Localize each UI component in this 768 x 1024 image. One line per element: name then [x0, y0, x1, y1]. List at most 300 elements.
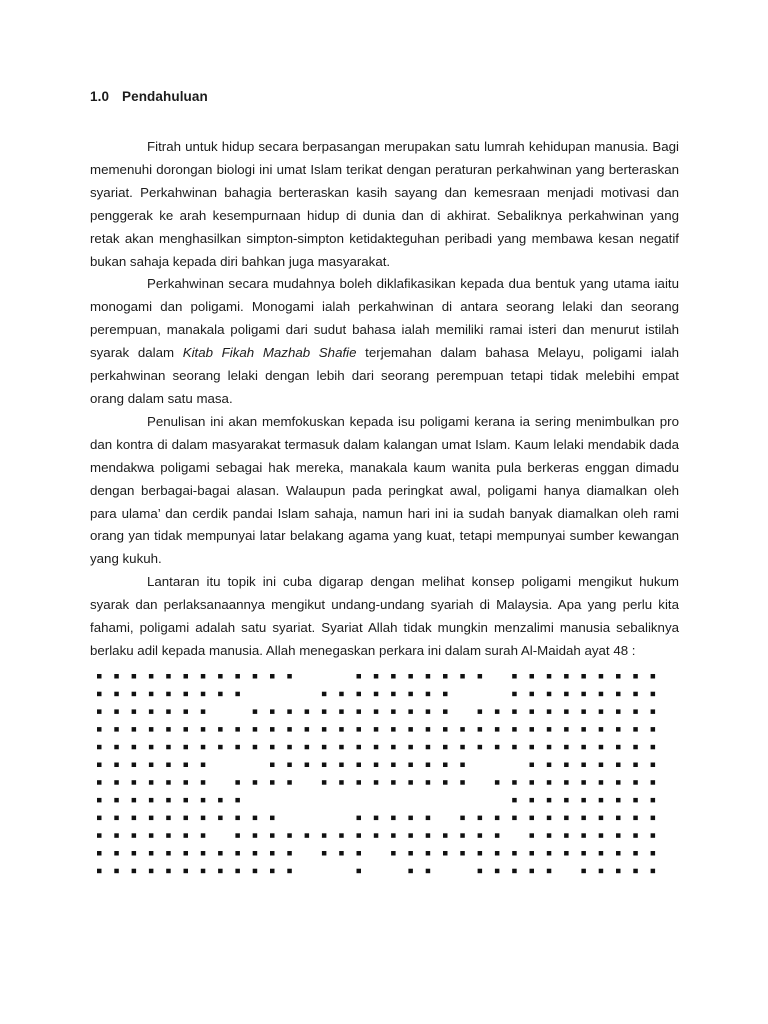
missing-glyph-box — [581, 780, 586, 785]
missing-glyph-box — [616, 851, 621, 856]
missing-glyph-box — [512, 674, 517, 679]
missing-glyph-box — [512, 709, 517, 714]
missing-glyph-box — [201, 674, 206, 679]
missing-glyph-box — [357, 727, 362, 732]
missing-glyph-box — [408, 833, 413, 838]
missing-glyph-box — [184, 780, 189, 785]
missing-glyph-box — [184, 674, 189, 679]
missing-glyph-box — [408, 816, 413, 821]
missing-glyph-box — [149, 780, 154, 785]
missing-glyph-box — [408, 869, 413, 874]
missing-glyph-box — [166, 674, 171, 679]
missing-glyph-box — [564, 709, 569, 714]
missing-glyph-box — [201, 869, 206, 874]
missing-glyph-box — [184, 709, 189, 714]
missing-glyph-box — [201, 780, 206, 785]
missing-glyph-box — [97, 816, 102, 821]
missing-glyph-box — [651, 798, 656, 803]
missing-glyph-box — [374, 674, 379, 679]
missing-glyph-box — [235, 833, 240, 838]
missing-glyph-box — [253, 851, 258, 856]
missing-glyph-box — [512, 692, 517, 697]
missing-glyph-box — [218, 745, 223, 750]
section-number: 1.0 — [90, 89, 110, 104]
missing-glyph-box — [184, 869, 189, 874]
missing-glyph-box — [132, 745, 137, 750]
missing-glyph-box — [495, 816, 500, 821]
missing-glyph-box — [478, 709, 483, 714]
missing-glyph-box — [97, 780, 102, 785]
missing-glyph-box — [581, 851, 586, 856]
missing-glyph-box — [235, 869, 240, 874]
missing-glyph-box — [270, 869, 275, 874]
missing-glyph-box — [547, 833, 552, 838]
missing-glyph-box — [530, 780, 535, 785]
book-title: Kitab Fikah Mazhab Shafie — [182, 345, 357, 361]
missing-glyph-box — [114, 745, 119, 750]
missing-glyph-box — [132, 692, 137, 697]
missing-glyph-box — [322, 833, 327, 838]
missing-glyph-box — [132, 674, 137, 679]
missing-glyph-box — [149, 798, 154, 803]
missing-glyph-box — [305, 709, 310, 714]
missing-glyph-box — [357, 692, 362, 697]
missing-glyph-box — [235, 780, 240, 785]
paragraph-2-end: terjemahan dalam bahasa Melayu, poligami ialah perkahwinan seorang lelaki dengan lebih dari seorang perempuan tetapi tidak melebihi empat orang dalam satu masa. — [90, 345, 679, 406]
missing-glyph-box — [564, 816, 569, 821]
missing-glyph-box — [581, 763, 586, 768]
missing-glyph-box — [633, 851, 638, 856]
missing-glyph-box — [460, 833, 465, 838]
missing-glyph-box — [443, 780, 448, 785]
missing-glyph-box — [97, 851, 102, 856]
missing-glyph-box — [408, 780, 413, 785]
missing-glyph-box — [149, 763, 154, 768]
missing-glyph-box — [357, 851, 362, 856]
missing-glyph-box — [201, 745, 206, 750]
missing-glyph-box — [322, 709, 327, 714]
missing-glyph-box — [599, 709, 604, 714]
missing-glyph-box — [339, 727, 344, 732]
missing-glyph-box — [339, 709, 344, 714]
missing-glyph-box — [184, 745, 189, 750]
missing-glyph-box — [287, 727, 292, 732]
missing-glyph-box — [184, 798, 189, 803]
missing-glyph-box — [391, 727, 396, 732]
missing-glyph-box — [616, 763, 621, 768]
missing-glyph-box — [97, 709, 102, 714]
missing-glyph-box — [581, 692, 586, 697]
missing-glyph-box — [114, 692, 119, 697]
missing-glyph-box — [322, 745, 327, 750]
missing-glyph-box — [391, 851, 396, 856]
missing-glyph-box — [97, 798, 102, 803]
missing-glyph-box — [426, 763, 431, 768]
missing-glyph-box — [495, 869, 500, 874]
section-title: Pendahuluan — [122, 89, 208, 104]
missing-glyph-box — [235, 745, 240, 750]
missing-glyph-box — [599, 780, 604, 785]
missing-glyph-box — [305, 763, 310, 768]
missing-glyph-box — [201, 851, 206, 856]
missing-glyph-box — [547, 780, 552, 785]
missing-glyph-box — [218, 851, 223, 856]
missing-glyph-box — [564, 851, 569, 856]
missing-glyph-box — [460, 745, 465, 750]
missing-glyph-box — [235, 798, 240, 803]
missing-glyph-box — [132, 763, 137, 768]
missing-glyph-box — [270, 833, 275, 838]
missing-glyph-box — [149, 851, 154, 856]
missing-glyph-box — [132, 727, 137, 732]
missing-glyph-box — [599, 816, 604, 821]
missing-glyph-box — [391, 833, 396, 838]
missing-glyph-box — [599, 869, 604, 874]
missing-glyph-box — [391, 709, 396, 714]
missing-glyph-box — [564, 833, 569, 838]
missing-glyph-box — [149, 833, 154, 838]
missing-glyph-box — [114, 709, 119, 714]
missing-glyph-box — [270, 851, 275, 856]
missing-glyph-box — [132, 780, 137, 785]
missing-glyph-box — [581, 816, 586, 821]
missing-glyph-box — [357, 780, 362, 785]
missing-glyph-box — [339, 745, 344, 750]
missing-glyph-box — [512, 869, 517, 874]
missing-glyph-box — [270, 780, 275, 785]
missing-glyph-box — [530, 851, 535, 856]
missing-glyph-box — [512, 780, 517, 785]
missing-glyph-box — [374, 833, 379, 838]
missing-glyph-box — [218, 674, 223, 679]
missing-glyph-box — [651, 763, 656, 768]
missing-glyph-box — [581, 833, 586, 838]
missing-glyph-box — [201, 798, 206, 803]
missing-glyph-box — [530, 833, 535, 838]
missing-glyph-box — [114, 763, 119, 768]
missing-glyph-box — [564, 745, 569, 750]
missing-glyph-box — [97, 869, 102, 874]
missing-glyph-box — [235, 816, 240, 821]
missing-glyph-box — [495, 727, 500, 732]
missing-glyph-box — [201, 833, 206, 838]
missing-glyph-box — [633, 674, 638, 679]
missing-glyph-box — [478, 869, 483, 874]
missing-glyph-box — [408, 709, 413, 714]
missing-glyph-box — [633, 709, 638, 714]
missing-glyph-box — [426, 869, 431, 874]
missing-glyph-box — [530, 692, 535, 697]
missing-glyph-box — [651, 833, 656, 838]
missing-glyph-box — [218, 816, 223, 821]
missing-glyph-box — [616, 869, 621, 874]
missing-glyph-box — [339, 763, 344, 768]
paragraph-4: Lantaran itu topik ini cuba digarap dengan melihat konsep poligami mengikut hukum syarak dan perlaksanaannya mengikut undang-undang syariah di Malaysia. Apa yang perlu kita fahami, poligami adalah satu syariat. Syariat Allah tidak mungkin menzalimi manusia sebaliknya berlaku adil kepada manusia. Allah menegaskan perkara ini dalam surah Al-Maidah ayat 48 : — [90, 574, 679, 658]
missing-glyph-box — [408, 727, 413, 732]
missing-glyph-box — [512, 798, 517, 803]
missing-glyph-box — [132, 816, 137, 821]
missing-glyph-box — [581, 798, 586, 803]
missing-glyph-box — [478, 833, 483, 838]
missing-glyph-box — [564, 780, 569, 785]
missing-glyph-box — [564, 692, 569, 697]
missing-glyph-box — [235, 851, 240, 856]
missing-glyph-box — [426, 780, 431, 785]
missing-glyph-box — [374, 709, 379, 714]
missing-glyph-box — [426, 816, 431, 821]
missing-glyph-box — [322, 780, 327, 785]
missing-glyph-box — [305, 745, 310, 750]
missing-glyph-box — [599, 692, 604, 697]
missing-glyph-box — [287, 869, 292, 874]
missing-glyph-box — [478, 727, 483, 732]
missing-glyph-box — [651, 674, 656, 679]
missing-glyph-box — [149, 674, 154, 679]
missing-glyph-box — [547, 869, 552, 874]
missing-glyph-box — [581, 869, 586, 874]
missing-glyph-box — [201, 709, 206, 714]
missing-glyph-box — [97, 674, 102, 679]
missing-glyph-box — [97, 727, 102, 732]
missing-glyph-box — [184, 851, 189, 856]
missing-glyph-box — [114, 869, 119, 874]
missing-glyph-box — [530, 674, 535, 679]
missing-glyph-box — [166, 780, 171, 785]
missing-glyph-box — [616, 780, 621, 785]
missing-glyph-box — [166, 816, 171, 821]
missing-glyph-box — [564, 763, 569, 768]
missing-glyph-box — [616, 745, 621, 750]
missing-glyph-box — [391, 674, 396, 679]
missing-glyph-box — [599, 674, 604, 679]
missing-glyph-box — [114, 798, 119, 803]
missing-glyph-box — [443, 833, 448, 838]
missing-glyph-box — [166, 763, 171, 768]
missing-glyph-box — [495, 780, 500, 785]
missing-glyph-box — [339, 833, 344, 838]
missing-glyph-box — [512, 816, 517, 821]
missing-glyph-box — [287, 780, 292, 785]
missing-glyph-box — [460, 727, 465, 732]
missing-glyph-box — [149, 869, 154, 874]
missing-glyph-box — [357, 869, 362, 874]
missing-glyph-box — [253, 816, 258, 821]
missing-glyph-box — [357, 763, 362, 768]
missing-glyph-box — [651, 816, 656, 821]
missing-glyph-box — [616, 674, 621, 679]
missing-glyph-box — [166, 851, 171, 856]
missing-glyph-box — [357, 745, 362, 750]
missing-glyph-box — [547, 727, 552, 732]
missing-glyph-box — [651, 692, 656, 697]
paragraph-1: Fitrah untuk hidup secara berpasangan merupakan satu lumrah kehidupan manusia. Bagi memenuhi dorongan biologi ini umat Islam terikat dengan peraturan perkahwinan yang berteraskan syariat. Perkahwinan bahagia berteraskan kasih sayang dan kemesraan menjadi motivasi dan penggerak ke arah kesempurnaan hidup di dunia dan di akhirat. Sebaliknya perkahwinan yang retak akan menghasilkan simpton-simpton ketidakteguhan peribadi yang membawa kesan negatif bukan sahaja kepada diri bahkan juga masyarakat. — [90, 139, 679, 269]
missing-glyph-box — [495, 709, 500, 714]
missing-glyph-box — [408, 692, 413, 697]
missing-glyph-box — [201, 816, 206, 821]
missing-glyph-box — [270, 674, 275, 679]
missing-glyph-box — [599, 745, 604, 750]
missing-glyph-box — [426, 851, 431, 856]
missing-glyph-box — [633, 763, 638, 768]
missing-glyph-box — [651, 851, 656, 856]
missing-glyph-box — [460, 674, 465, 679]
missing-glyph-box — [114, 851, 119, 856]
missing-glyph-box — [547, 816, 552, 821]
missing-glyph-box — [530, 745, 535, 750]
missing-glyph-box — [322, 851, 327, 856]
missing-glyph-box — [547, 798, 552, 803]
missing-glyph-box — [547, 763, 552, 768]
missing-glyph-box — [478, 816, 483, 821]
missing-glyph-box — [166, 709, 171, 714]
missing-glyph-box — [218, 692, 223, 697]
missing-glyph-box — [443, 745, 448, 750]
missing-glyph-box — [408, 745, 413, 750]
missing-glyph-box — [460, 780, 465, 785]
missing-glyph-box — [564, 798, 569, 803]
missing-glyph-box — [616, 709, 621, 714]
missing-glyph-box — [184, 816, 189, 821]
missing-glyph-box — [287, 833, 292, 838]
missing-glyph-box — [166, 692, 171, 697]
missing-glyph-box — [547, 692, 552, 697]
missing-glyph-box — [599, 727, 604, 732]
missing-glyph-box — [132, 798, 137, 803]
missing-glyph-box — [443, 763, 448, 768]
missing-glyph-box — [581, 745, 586, 750]
missing-glyph-box — [581, 709, 586, 714]
missing-glyph-box — [633, 692, 638, 697]
missing-glyph-box — [374, 763, 379, 768]
missing-glyph-box — [547, 851, 552, 856]
missing-glyph-box — [616, 692, 621, 697]
missing-glyph-box — [322, 763, 327, 768]
missing-glyph-box — [114, 727, 119, 732]
missing-glyph-box — [253, 709, 258, 714]
missing-glyph-box — [391, 763, 396, 768]
missing-glyph-box — [651, 745, 656, 750]
missing-glyph-box — [305, 833, 310, 838]
missing-glyph-box — [132, 851, 137, 856]
missing-glyph-box — [478, 745, 483, 750]
missing-glyph-box — [322, 727, 327, 732]
missing-glyph-box — [374, 727, 379, 732]
missing-glyph-box — [408, 674, 413, 679]
missing-glyph-box — [339, 692, 344, 697]
missing-glyph-box — [166, 727, 171, 732]
missing-glyph-box — [374, 780, 379, 785]
missing-glyph-box — [530, 798, 535, 803]
missing-glyph-box — [270, 763, 275, 768]
missing-glyph-box — [132, 869, 137, 874]
missing-glyph-box — [633, 833, 638, 838]
missing-glyph-box — [599, 833, 604, 838]
missing-glyph-box — [426, 745, 431, 750]
missing-glyph-box — [443, 851, 448, 856]
missing-glyph-box — [253, 745, 258, 750]
missing-glyph-box — [253, 727, 258, 732]
missing-glyph-box — [287, 851, 292, 856]
missing-glyph-box — [495, 745, 500, 750]
missing-glyph-box — [512, 851, 517, 856]
missing-glyph-box — [218, 869, 223, 874]
missing-glyph-box — [149, 692, 154, 697]
missing-glyph-box — [184, 833, 189, 838]
missing-glyph-box — [201, 727, 206, 732]
missing-glyph-box — [322, 692, 327, 697]
missing-glyph-box — [616, 833, 621, 838]
missing-glyph-box — [97, 745, 102, 750]
missing-glyph-box — [495, 833, 500, 838]
missing-glyph-box — [443, 692, 448, 697]
missing-glyph-box — [132, 833, 137, 838]
missing-glyph-box — [530, 727, 535, 732]
missing-glyph-box — [426, 833, 431, 838]
missing-glyph-box — [530, 816, 535, 821]
missing-glyph-box — [547, 709, 552, 714]
missing-glyph-box — [391, 816, 396, 821]
missing-glyph-box — [253, 780, 258, 785]
missing-glyph-box — [443, 674, 448, 679]
missing-glyph-box — [374, 692, 379, 697]
missing-glyph-box — [426, 727, 431, 732]
missing-glyph-box — [114, 780, 119, 785]
missing-glyph-box — [599, 798, 604, 803]
missing-glyph-box — [651, 869, 656, 874]
missing-glyph-box — [633, 727, 638, 732]
missing-glyph-box — [478, 851, 483, 856]
paragraph-3: Penulisan ini akan memfokuskan kepada isu poligami kerana ia sering menimbulkan pro dan kontra di dalam masyarakat termasuk dalam kalangan umat Islam. Kaum lelaki mendabik dada mendakwa poligami sebagai hak mereka, manakala kaum wanita pula berkeras enggan dimadu dengan berbagai-bagai alasan. Walaupun pada peringkat awal, poligami hanya diamalkan oleh para ulama’ dan cerdik pandai Islam sahaja, namun hari ini ia sudah banyak diamalkan oleh rami orang yan tidak mempunyai latar belakang agama yang kuat, tetapi mempunyai sumber kewangan yang kukuh. — [90, 413, 679, 567]
missing-glyph-box — [530, 869, 535, 874]
missing-glyph-box — [530, 763, 535, 768]
missing-glyph-box — [235, 674, 240, 679]
missing-glyph-box — [408, 851, 413, 856]
missing-glyph-box — [651, 780, 656, 785]
missing-glyph-box — [616, 727, 621, 732]
missing-glyph-box — [443, 709, 448, 714]
missing-glyph-box — [149, 727, 154, 732]
missing-glyph-box — [287, 745, 292, 750]
missing-glyph-box — [218, 798, 223, 803]
missing-glyph-box — [270, 816, 275, 821]
missing-glyph-box — [391, 780, 396, 785]
missing-glyph-box — [270, 727, 275, 732]
missing-glyph-box — [184, 692, 189, 697]
missing-glyph-box — [357, 709, 362, 714]
missing-glyph-box — [97, 763, 102, 768]
missing-glyph-box — [166, 869, 171, 874]
missing-glyph-box — [201, 763, 206, 768]
missing-glyph-box — [564, 674, 569, 679]
missing-glyph-box — [408, 763, 413, 768]
missing-glyph-box — [357, 833, 362, 838]
missing-glyph-box — [201, 692, 206, 697]
missing-glyph-box — [633, 780, 638, 785]
missing-glyph-box — [426, 692, 431, 697]
missing-glyph-box — [530, 709, 535, 714]
missing-glyph-box — [339, 780, 344, 785]
missing-glyph-box — [114, 833, 119, 838]
missing-glyph-box — [339, 851, 344, 856]
missing-glyph-box — [114, 674, 119, 679]
missing-glyph-box — [547, 745, 552, 750]
missing-glyph-box — [184, 763, 189, 768]
missing-glyph-box — [287, 709, 292, 714]
missing-glyph-box — [616, 816, 621, 821]
missing-glyph-box — [460, 816, 465, 821]
missing-glyph-box — [114, 816, 119, 821]
missing-glyph-box — [374, 745, 379, 750]
